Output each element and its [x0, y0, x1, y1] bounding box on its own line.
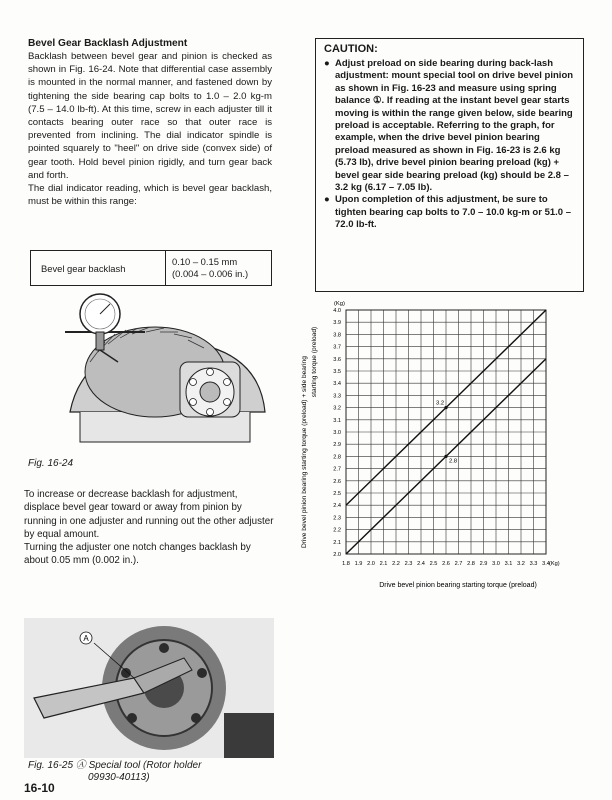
caution-item-tighten-text: Upon completion of this adjustment, be sure to tighten bearing cap bolts to 7.0 – 10.0 kg-m or 51.0 – 72.0 lb-ft.: [335, 194, 571, 231]
paragraph-adjust: To increase or decrease backlash for adjustment, displace bevel gear toward or away from pinion by running in one adjuster and running out the other adjuster by equal amount.: [24, 489, 274, 540]
caution-heading: CAUTION:: [324, 43, 378, 55]
x-axis-title: Drive bevel pinion bearing starting torque (preload): [379, 582, 537, 589]
preload-chart: [296, 292, 586, 617]
y-axis-title-line2: starting torque (preload): [311, 326, 318, 398]
paragraph-backlash-check: Backlash between bevel gear and pinion is checked as shown in Fig. 16-24. Note that differential case assembly is mounted in the normal manner, and fastened down by tightening the side bearing cap bolts to 1.0 – 2.0 kg-m (7.5 – 14.0 lb-ft). At this time, screw in each adjuster till it contacts bearing outer race so that outer race is prevented from inclining. The dial indicator spindle is pointed squarely to "heel" on drive side (convex side) of gear tooth. Hold bevel pinion rigidly, and turn gear back and forth.: [28, 51, 272, 181]
y-tick-label: 2.2: [333, 527, 341, 534]
y-tick-label: 2.4: [333, 503, 341, 510]
x-tick-label: 3.3: [529, 561, 538, 567]
bullet-icon: ●: [324, 58, 330, 69]
spec-label: Bevel gear backlash: [31, 251, 166, 285]
y-tick-label: 2.6: [333, 478, 341, 485]
x-tick-label: 2.3: [404, 561, 413, 567]
x-tick-label: 2.1: [379, 561, 388, 567]
x-unit-label: (Kg): [549, 561, 560, 567]
y-tick-label: 3.5: [333, 369, 341, 375]
y-tick-label: 3.1: [333, 417, 341, 424]
fig-16-25-caption-line1: Fig. 16-25 Ⓐ Special tool (Rotor holder: [28, 760, 202, 771]
y-tick-label: 2.8: [333, 454, 341, 461]
y-tick-label: 4.0: [333, 308, 341, 314]
x-tick-label: 2.9: [479, 561, 488, 567]
y-tick-label: 3.3: [333, 393, 341, 400]
x-tick-label: 2.5: [429, 561, 438, 567]
paragraph-notch: Turning the adjuster one notch changes backlash by about 0.05 mm (0.002 in.).: [24, 542, 251, 567]
paragraph-dial-reading: The dial indicator reading, which is bevel gear backlash, must be within this range:: [28, 183, 272, 208]
y-unit-label: (Kg): [334, 301, 345, 307]
adjustment-text: [24, 488, 274, 568]
y-tick-label: 3.0: [333, 430, 341, 436]
y-axis-title-line1: Drive bevel pinion bearing starting torque (preload) + side bearing: [301, 356, 308, 548]
fig-16-25-photo: [24, 618, 274, 758]
spec-value-in: (0.004 – 0.006 in.): [172, 268, 249, 279]
chart-grid: [346, 310, 546, 554]
bullet-icon: ●: [324, 194, 330, 206]
x-tick-label: 2.7: [454, 561, 463, 567]
annotation-label: 2.8: [449, 458, 458, 465]
y-tick-label: 2.5: [333, 491, 341, 497]
fig-16-24-caption: Fig. 16-24: [28, 458, 74, 469]
left-column: [28, 38, 272, 208]
annotation-point: [444, 406, 447, 409]
y-tick-label: 3.4: [333, 381, 341, 388]
x-tick-label: 2.8: [467, 561, 475, 567]
fig-16-25-caption-line2: 09930-40113): [88, 772, 150, 783]
y-tick-label: 3.9: [333, 320, 341, 327]
y-tick-label: 2.3: [333, 515, 341, 522]
section-title: Bevel Gear Backlash Adjustment: [28, 38, 188, 49]
caution-item-preload-text: Adjust preload on side bearing during back-lash adjustment: mount special tool on drive bevel pinion as shown in Fig. 16-23 and measure using spring balance ①. If reading at the instant bevel gear starts moving is within the range given below, side bearing preload is acceptable. Referring to the graph, for example, when the drive bevel pinion bearing preload measured as shown in Fig. 16-23 is 2.6 kg (5.73 lb), drive bevel pinion bearing preload (kg) + bevel gear side bearing preload (kg) should be 2.8 – 3.2 kg (6.17 – 7.05 lb).: [335, 58, 574, 194]
annotation-label: 3.2: [436, 400, 445, 407]
caution-item-tighten: [324, 194, 575, 231]
spec-table: [30, 250, 272, 286]
x-tick-label: 3.2: [517, 561, 525, 567]
x-tick-label: 2.6: [442, 561, 450, 567]
x-tick-label: 2.0: [367, 561, 375, 567]
x-tick-label: 1.9: [354, 561, 363, 567]
y-tick-label: 2.7: [333, 466, 341, 473]
page-number: 16-10: [24, 781, 55, 795]
y-tick-label: 3.6: [333, 356, 341, 363]
annotation-point: [444, 455, 447, 458]
x-tick-label: 3.0: [492, 561, 500, 567]
spec-value-mm: 0.10 – 0.15 mm: [172, 256, 238, 267]
y-tick-label: 3.7: [333, 344, 341, 351]
fig-16-24-illustration: [60, 292, 270, 452]
x-tick-label: 2.4: [417, 561, 425, 567]
x-tick-label: 1.8: [342, 561, 350, 567]
spec-value: [166, 251, 271, 285]
x-tick-label: 3.1: [504, 561, 513, 567]
y-tick-label: 2.0: [333, 552, 341, 558]
caution-item-preload: [324, 58, 575, 194]
fig-16-25-marker: A: [83, 634, 89, 643]
y-tick-label: 3.8: [333, 332, 341, 339]
y-tick-label: 2.1: [333, 539, 341, 546]
caution-box: [315, 38, 584, 292]
x-tick-label: 3.4: [542, 561, 550, 567]
y-tick-label: 2.9: [333, 442, 341, 449]
x-tick-label: 2.2: [392, 561, 400, 567]
y-tick-label: 3.2: [333, 405, 341, 412]
